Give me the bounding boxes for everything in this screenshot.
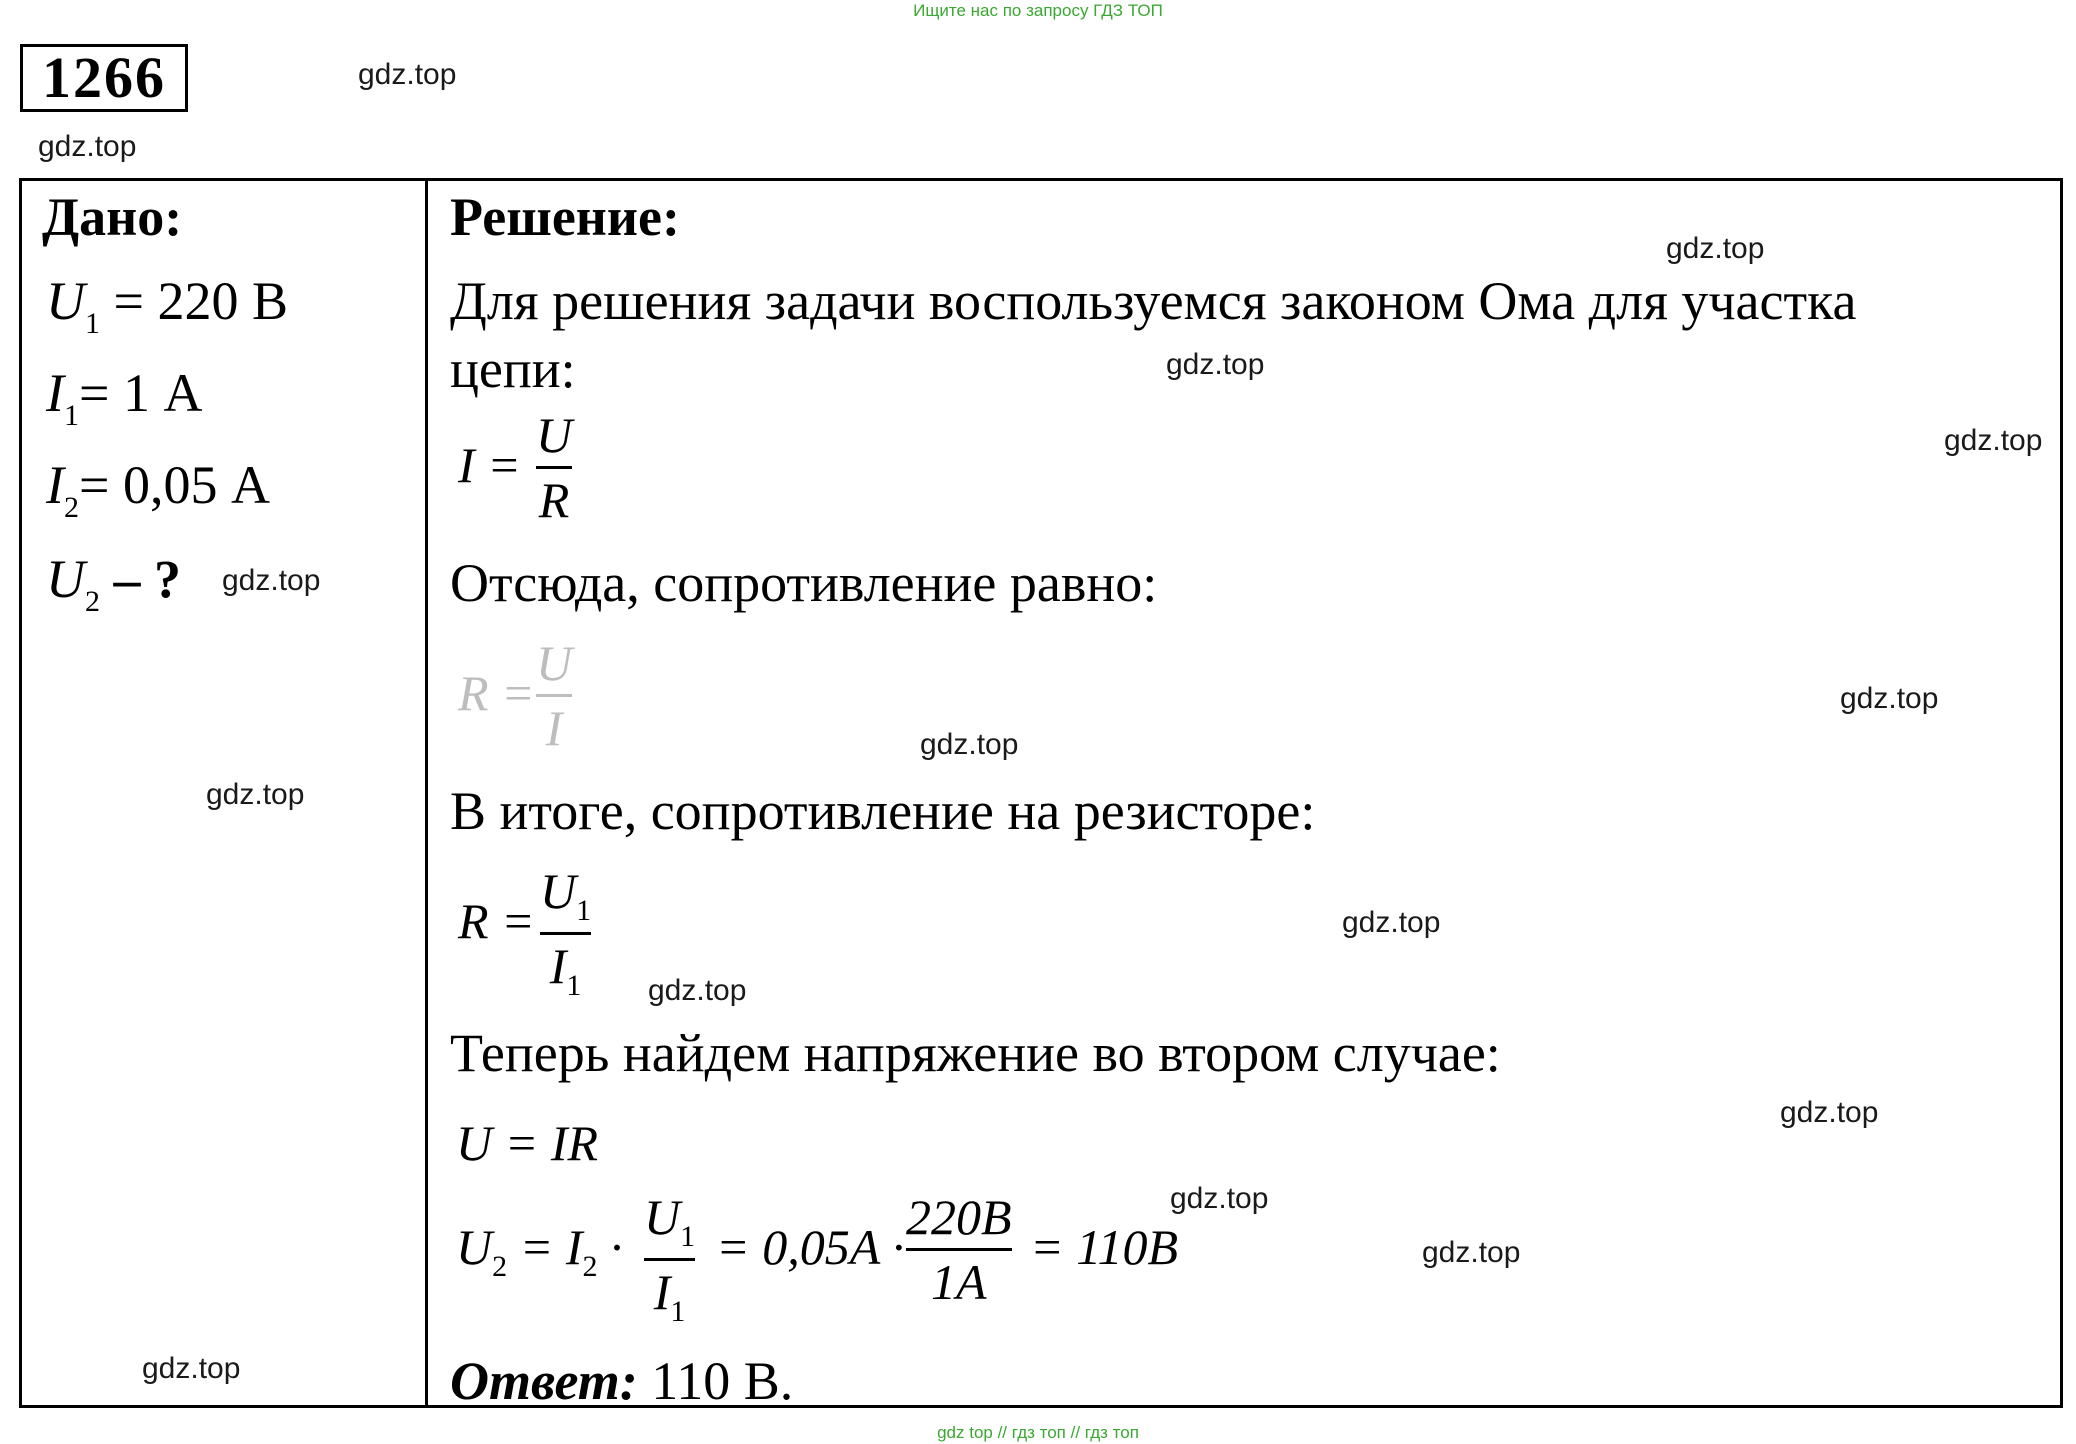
answer-label: Ответ: — [450, 1351, 638, 1411]
fraction-bar — [644, 1258, 695, 1261]
given-title: Дано: — [42, 187, 183, 247]
formula-u2-f2-den: 1A — [931, 1254, 987, 1310]
watermark: gdz.top — [1422, 1236, 1521, 1269]
formula-r1-num-sub: 1 — [576, 894, 592, 927]
formula-u2-fraction-1 — [644, 1189, 696, 1328]
given-i1-value: = 1 А — [78, 363, 203, 423]
watermark: gdz.top — [648, 974, 747, 1007]
watermark: gdz.top — [358, 58, 457, 91]
formula-u2-f1-den-sub: 1 — [670, 1295, 686, 1328]
formula-resistance-den: I — [545, 700, 563, 756]
formula-u2-dot: · — [610, 1219, 623, 1275]
formula-u2-middle: = 0,05A · — [716, 1219, 905, 1275]
formula-r1-den — [549, 938, 582, 1002]
formula-u2-fraction-2 — [906, 1189, 1012, 1310]
formula-u2-sub: 2 — [492, 1250, 508, 1283]
given-u2 — [46, 549, 181, 618]
formula-resistance-fraction — [536, 635, 573, 756]
formula-u2-f2-num: 220B — [906, 1189, 1012, 1245]
formula-u2-lhs — [456, 1219, 623, 1283]
formula-u2-f1-num-symbol: U — [644, 1189, 681, 1245]
given-u1-symbol: U — [46, 271, 85, 331]
watermark: gdz.top — [1840, 682, 1939, 715]
watermark: gdz.top — [142, 1352, 241, 1385]
answer-line — [450, 1351, 794, 1411]
formula-resistance-lhs: R = — [458, 665, 535, 721]
watermark: gdz.top — [222, 564, 321, 597]
watermark: gdz.top — [1166, 348, 1265, 381]
watermark: gdz.top — [1342, 906, 1441, 939]
column-divider — [425, 178, 428, 1408]
watermark: gdz.top — [920, 728, 1019, 761]
watermark: gdz.top — [1170, 1182, 1269, 1215]
given-i2-sub: 2 — [63, 491, 79, 524]
watermark: gdz.top — [1944, 424, 2043, 457]
formula-u2-i-sub: 2 — [582, 1250, 598, 1283]
formula-r1-den-sub: 1 — [566, 969, 582, 1002]
formula-u2-f1-den-symbol: I — [653, 1264, 671, 1320]
fraction-bar — [536, 694, 572, 697]
formula-ohm-num: U — [536, 407, 573, 463]
given-i1-sub: 1 — [63, 399, 79, 432]
formula-u2-f1-num-sub: 1 — [680, 1220, 696, 1253]
given-u1-value: = 220 В — [113, 271, 288, 331]
formula-u2-f1-den — [653, 1264, 686, 1328]
watermark: gdz.top — [1666, 232, 1765, 265]
solution-title: Решение: — [450, 187, 680, 247]
formula-u2-eq-i: = I — [519, 1219, 583, 1275]
solution-text-5: Теперь найдем напряжение во втором случае: — [450, 1023, 1501, 1083]
given-u2-sub: 2 — [85, 585, 100, 618]
fraction-bar — [906, 1248, 1012, 1251]
given-u2-symbol: U — [46, 549, 85, 609]
formula-u2-f1-num — [644, 1189, 696, 1253]
given-i2 — [46, 455, 270, 524]
footer-note: gdz top // гдз топ // гдз топ — [937, 1423, 1139, 1442]
formula-ohm-den: R — [538, 472, 570, 528]
formula-r1-num-symbol: U — [540, 863, 577, 919]
formula-resistance-num: U — [536, 635, 573, 691]
given-u1-sub: 1 — [85, 307, 100, 340]
solution-text-1: Для решения задачи воспользуемся законом Ома для участка — [450, 271, 1857, 331]
watermark: gdz.top — [1780, 1096, 1879, 1129]
formula-r1-num — [540, 863, 592, 927]
formula-ohm-lhs: I = — [458, 437, 521, 493]
formula-r1-fraction — [540, 863, 592, 1002]
top-search-note: Ищите нас по запросу ГДЗ ТОП — [913, 1, 1163, 20]
given-i1 — [46, 363, 203, 432]
formula-u2-result: = 110B — [1030, 1219, 1179, 1275]
watermark: gdz.top — [38, 130, 137, 163]
given-i2-symbol: I — [46, 455, 64, 515]
solution-text-3: Отсюда, сопротивление равно: — [450, 553, 1158, 613]
given-u1 — [46, 271, 288, 340]
watermark: gdz.top — [206, 778, 305, 811]
given-i2-value: = 0,05 А — [78, 455, 270, 515]
formula-r1-den-symbol: I — [549, 938, 567, 994]
fraction-bar — [540, 932, 591, 935]
given-i1-symbol: I — [46, 363, 64, 423]
task-number-box: 1266 — [20, 44, 188, 112]
given-u2-value: – ? — [113, 549, 181, 609]
formula-r1-lhs: R = — [458, 893, 535, 949]
formula-ohm-fraction — [536, 407, 573, 528]
solution-text-4: В итоге, сопротивление на резисторе: — [450, 781, 1316, 841]
fraction-bar — [536, 466, 572, 469]
answer-value: 110 В. — [651, 1351, 794, 1411]
formula-u-ir: U = IR — [456, 1115, 599, 1171]
solution-text-2: цепи: — [450, 339, 576, 399]
formula-u2-symbol: U — [456, 1219, 493, 1275]
